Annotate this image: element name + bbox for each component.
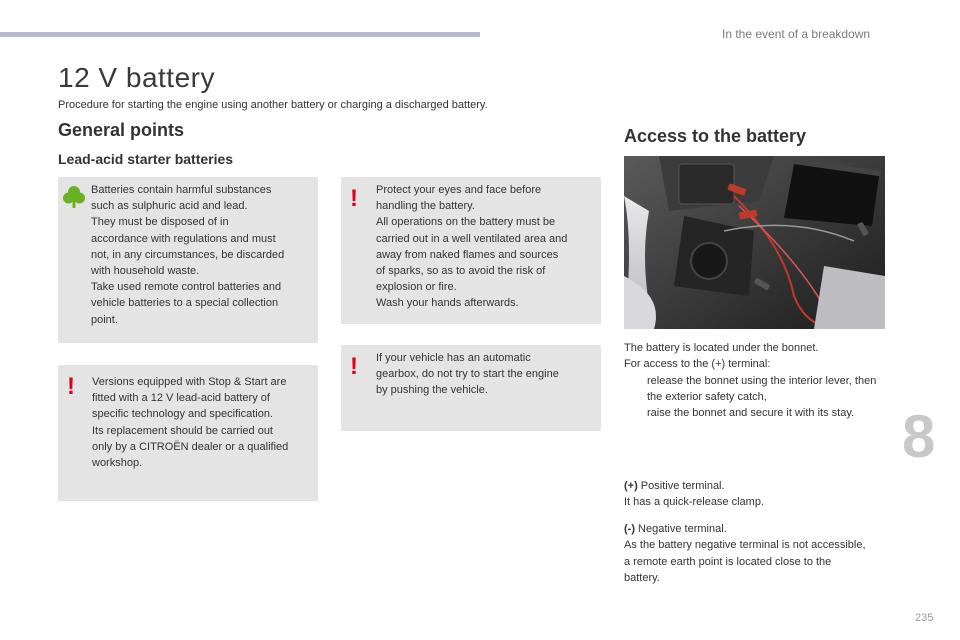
positive-terminal-label: (+) <box>624 480 638 492</box>
recycle-text: Batteries contain harmful substances such as sulphuric acid and lead. They must be disposed of in accordance with regulations and must not, in any circumstances, be discarded with household waste. Take used remote control batteries and vehicle batteries to a special collection point. <box>91 184 285 326</box>
access-intro-2: For access to the (+) terminal: <box>624 358 771 371</box>
automatic-gearbox-text: If your vehicle has an automatic gearbox, do not try to start the engine by pushing the vehicle. <box>376 352 559 397</box>
positive-terminal-info <box>624 478 889 511</box>
header-accent-bar <box>0 32 480 37</box>
chapter-number: 8 <box>902 403 936 470</box>
page-title: 12 V battery <box>58 62 215 93</box>
warning-exclamation-icon: ! <box>67 373 75 400</box>
bullet-1-text: release the bonnet using the interior lever, then the exterior safety catch, <box>647 374 877 403</box>
access-bullet-1 <box>624 373 889 406</box>
positive-terminal-desc: It has a quick-release clamp. <box>624 496 765 509</box>
warning-exclamation-icon: ! <box>350 185 358 212</box>
positive-terminal-title: Positive terminal. <box>637 480 725 492</box>
lead-acid-subheading: Lead-acid starter batteries <box>58 151 234 167</box>
engine-bay-photo <box>624 156 885 329</box>
section-header: In the event of a breakdown <box>722 27 871 41</box>
recycle-info-box <box>58 177 318 343</box>
stop-start-text: Versions equipped with Stop & Start are fitted with a 12 V lead-acid battery of specific technology and specification. Its replacement should be carried out only by a CITROËN dealer or a qualified workshop. <box>92 376 289 470</box>
access-instructions <box>624 340 889 421</box>
protect-text: Protect your eyes and face before handling the battery. All operations on the battery must be carried out in a well ventilated area and away from naked flames and sources of sparks, so as to avoid the risk of explosion or fire. Wash your hands afterwards. <box>376 184 568 310</box>
bullet-2-text: raise the bonnet and secure it with its stay. <box>647 407 855 420</box>
warning-exclamation-icon: ! <box>350 353 358 380</box>
negative-terminal-label: (-) <box>624 523 635 535</box>
general-points-heading: General points <box>58 120 185 140</box>
protect-warning-box <box>341 177 601 324</box>
stop-start-warning-box <box>58 365 318 501</box>
negative-terminal-desc: As the battery negative terminal is not accessible, a remote earth point is located close to the battery. <box>624 539 866 584</box>
negative-terminal-title: Negative terminal. <box>635 523 727 535</box>
recycle-tree-icon <box>63 185 85 209</box>
page-number: 235 <box>915 612 934 624</box>
page-subtitle: Procedure for starting the engine using another battery or charging a discharged battery. <box>58 99 488 111</box>
negative-terminal-info <box>624 521 869 586</box>
access-bullet-2 <box>624 405 889 421</box>
access-battery-heading: Access to the battery <box>624 126 807 146</box>
access-intro-1: The battery is located under the bonnet. <box>624 342 819 354</box>
automatic-gearbox-warning-box <box>341 345 601 431</box>
